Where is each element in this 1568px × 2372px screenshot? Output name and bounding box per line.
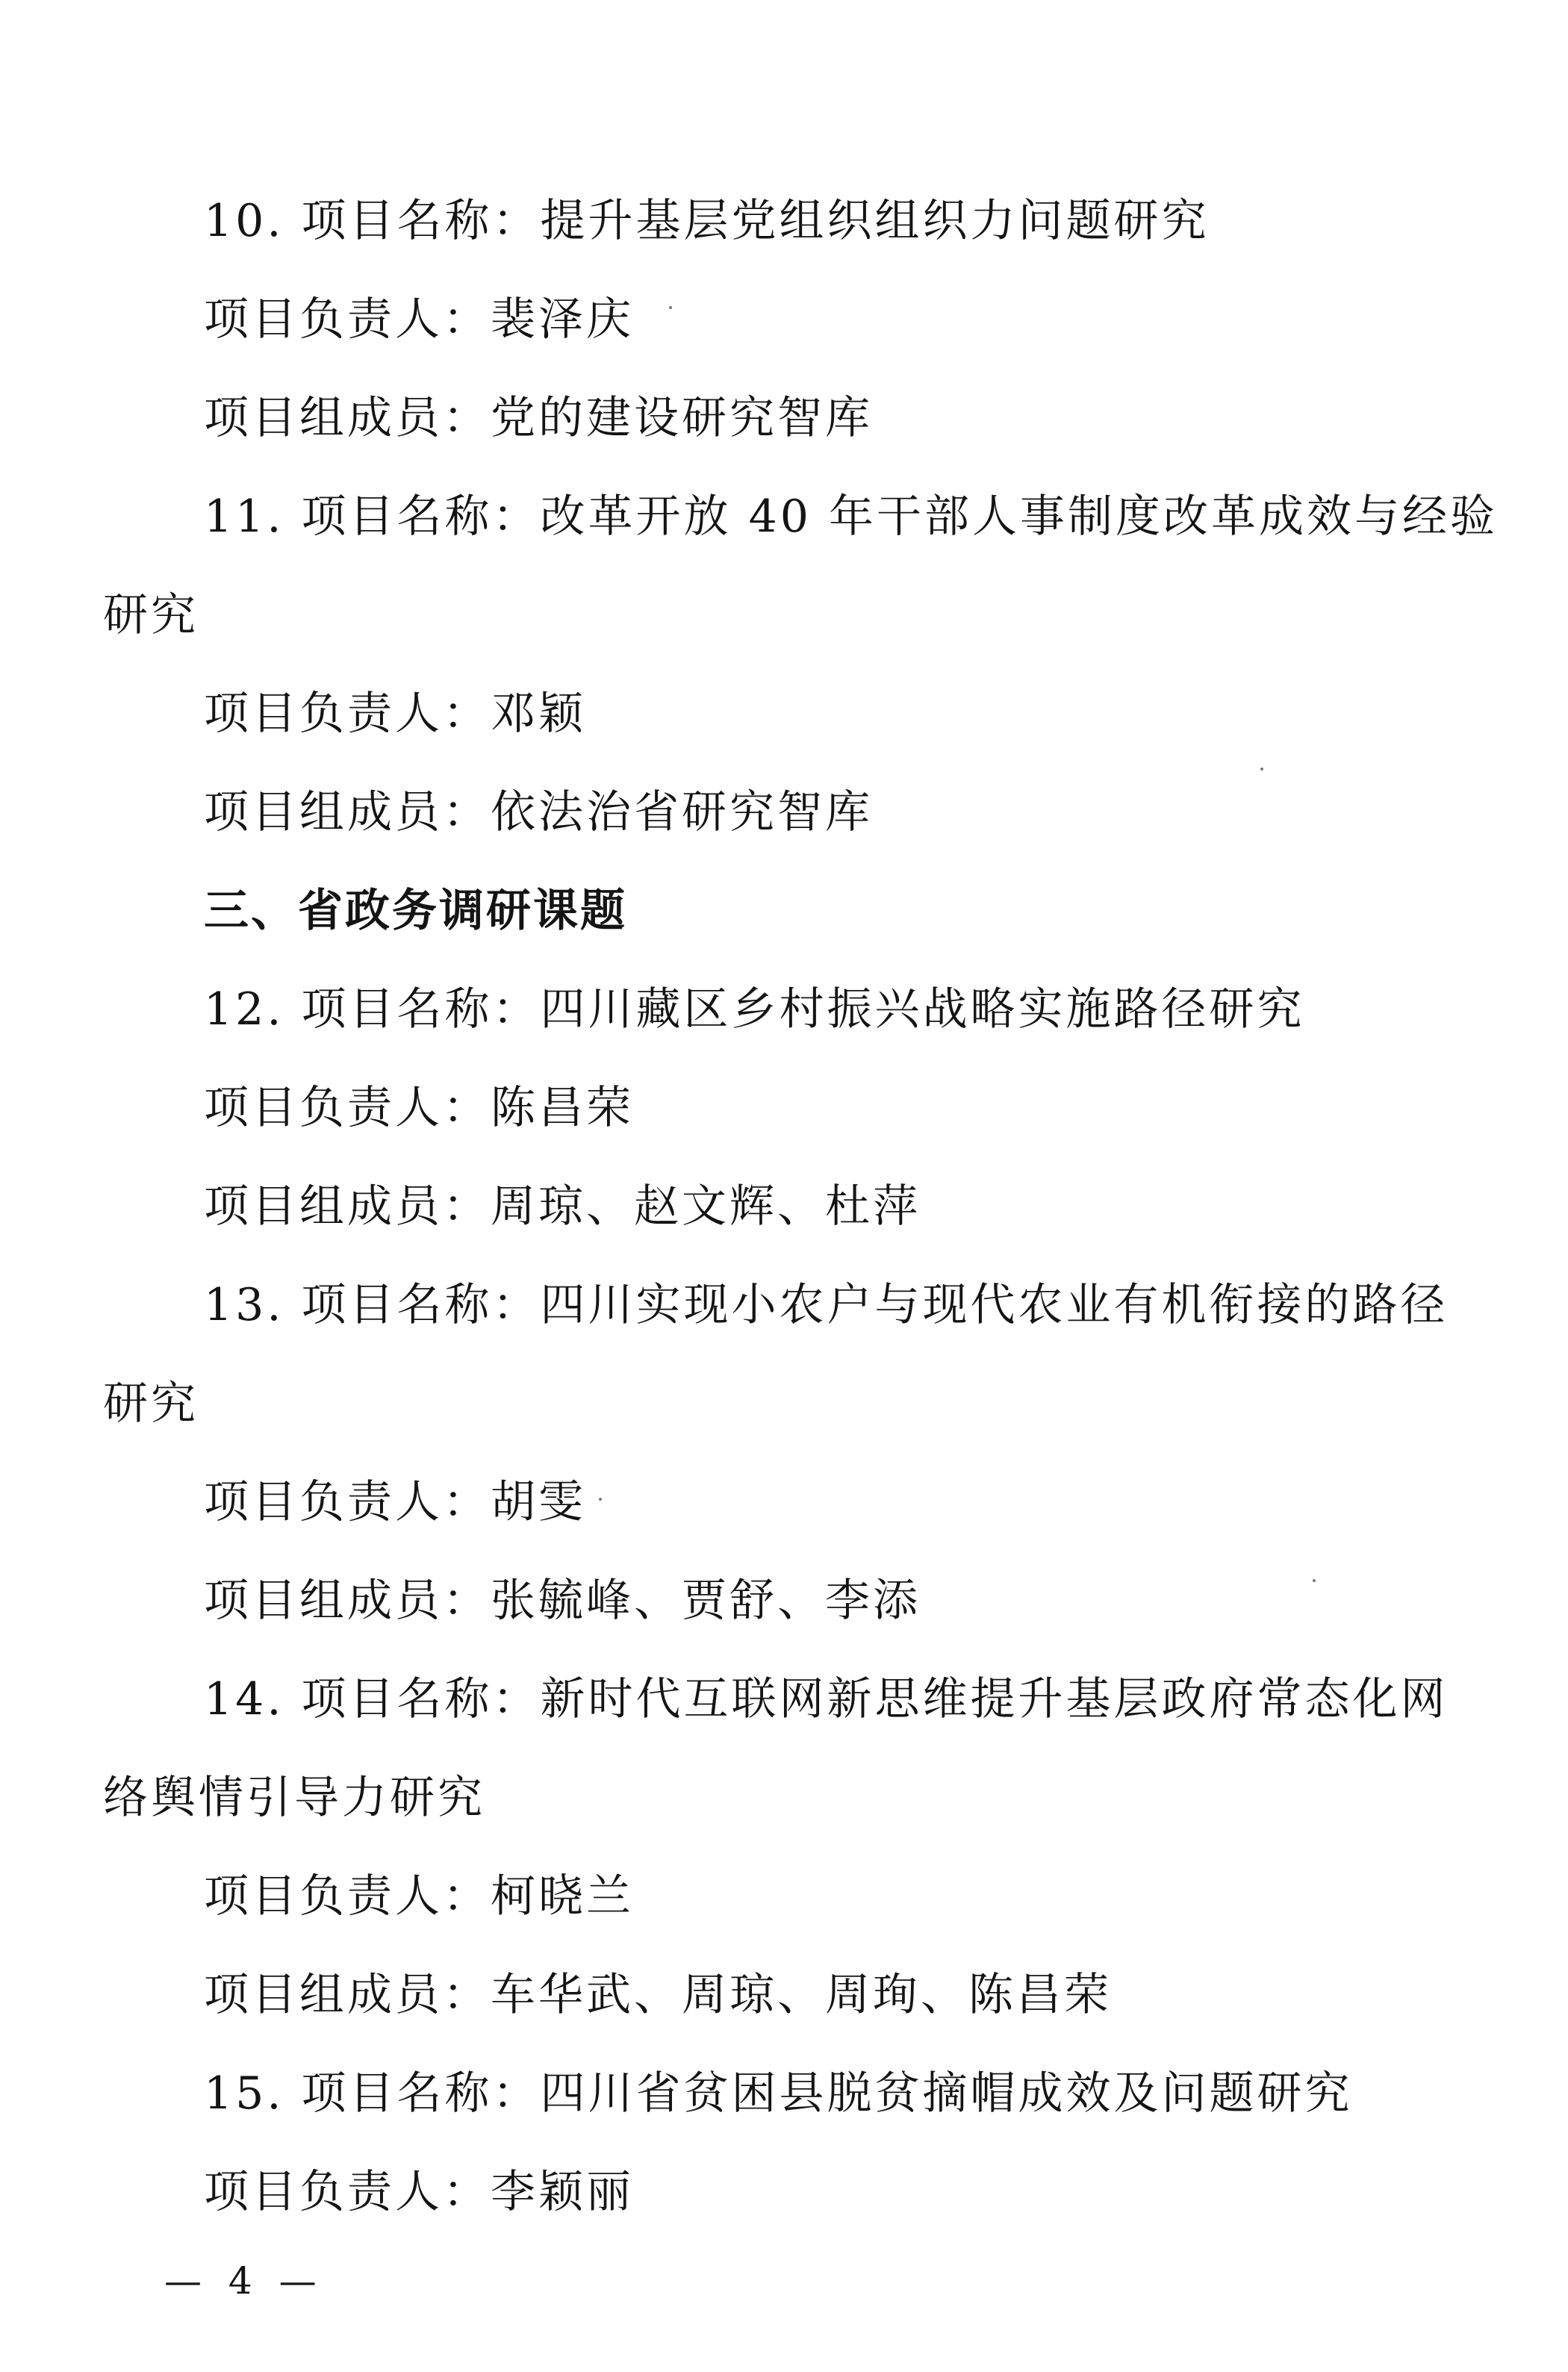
project-11-members: 项目组成员：依法治省研究智库 (204, 786, 873, 838)
project-14-leader: 项目负责人：柯晓兰 (204, 1870, 634, 1923)
project-13-members: 项目组成员：张毓峰、贾舒、李添 (204, 1575, 921, 1627)
project-11-name: 11. 项目名称：改革开放 40 年干部人事制度改革成效与经验 (204, 491, 1498, 543)
scan-speck (599, 1498, 602, 1501)
project-12-leader: 项目负责人：陈昌荣 (204, 1082, 634, 1134)
project-10-name: 10. 项目名称：提升基层党组织组织力问题研究 (204, 195, 1210, 247)
section-heading: 三、省政务调研课题 (204, 885, 627, 937)
project-12-name: 12. 项目名称：四川藏区乡村振兴战略实施路径研究 (204, 983, 1305, 1036)
project-15-leader: 项目负责人：李颖丽 (204, 2166, 634, 2218)
project-13-leader: 项目负责人：胡雯 (204, 1476, 586, 1528)
scan-speck (1260, 768, 1263, 771)
project-11-name-continued: 研究 (103, 589, 199, 641)
project-11-leader: 项目负责人：邓颖 (204, 688, 586, 740)
project-13-name: 13. 项目名称：四川实现小农户与现代农业有机衔接的路径 (204, 1279, 1449, 1331)
project-15-name: 15. 项目名称：四川省贫困县脱贫摘帽成效及问题研究 (204, 2067, 1353, 2120)
scan-speck (669, 306, 672, 309)
project-12-members: 项目组成员：周琼、赵文辉、杜萍 (204, 1180, 921, 1233)
project-10-members: 项目组成员：党的建设研究智库 (204, 392, 873, 444)
project-14-name: 14. 项目名称：新时代互联网新思维提升基层政府常态化网 (204, 1673, 1449, 1725)
page-number: — 4 — (164, 2259, 324, 2303)
project-13-name-continued: 研究 (103, 1378, 199, 1430)
project-14-members: 项目组成员：车华武、周琼、周珣、陈昌荣 (204, 1969, 1112, 2021)
project-14-name-continued: 络舆情引导力研究 (103, 1772, 485, 1824)
scan-speck (1313, 1579, 1316, 1582)
project-10-leader: 项目负责人：裴泽庆 (204, 293, 634, 346)
